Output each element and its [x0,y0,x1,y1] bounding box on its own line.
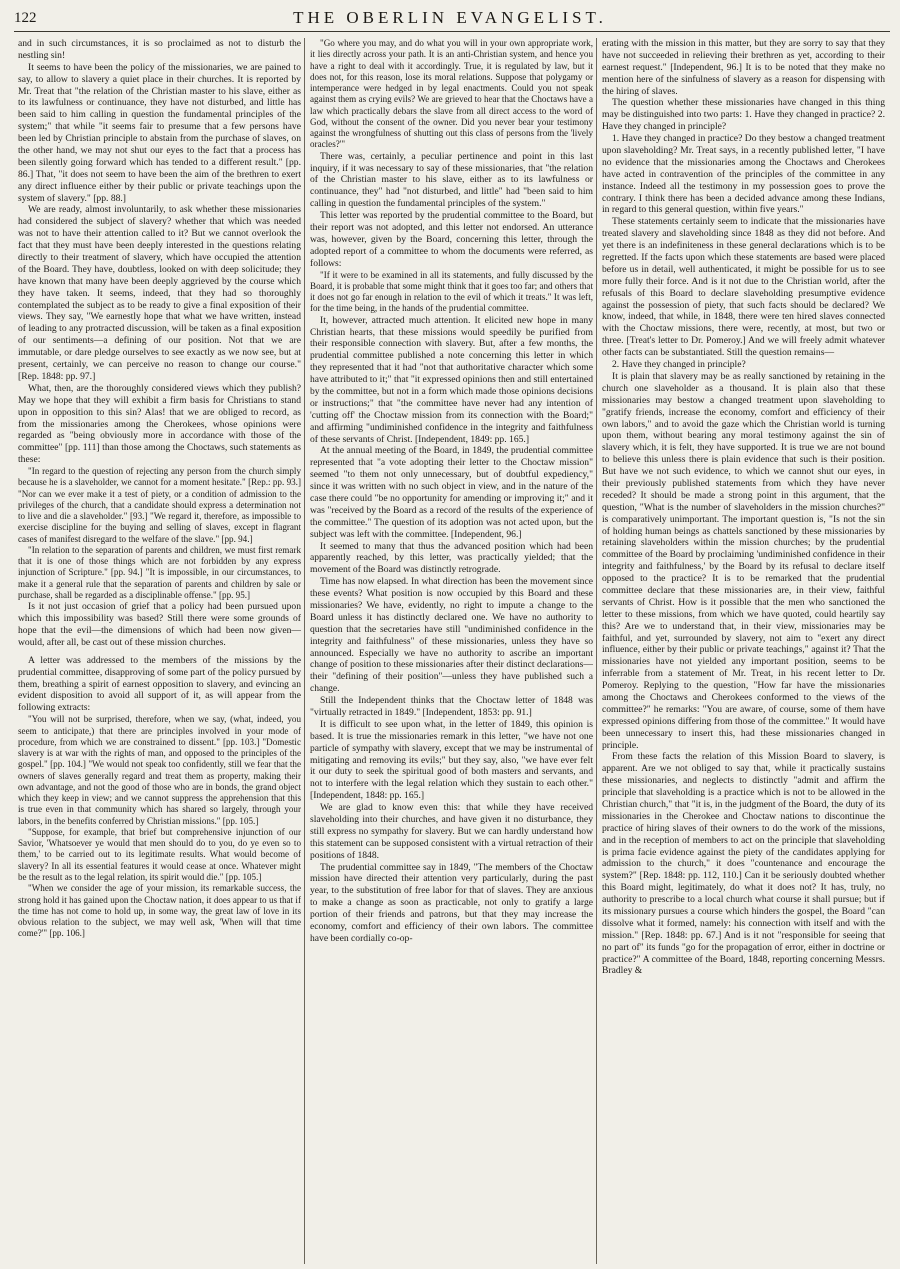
paragraph: We are glad to know even this: that while they have received slaveholding into their churches, and have given it no disturbance, they still express no sympathy for slavery. But we can hardly understand how this statement can be supposed consistent with a virtual retraction of their positions of 1848. [310,802,593,861]
paragraph: From these facts the relation of this Mission Board to slavery, is apparent. Are we not obliged to say that, while it practically sustains these missionaries, and neglects to distinctly "admit and affirm the principle that slaveholding is a practice which is not to be allowed in the Christian church," that "it is, in the judgment of the Board, the duty of its missionaries in the Cherokee and Choctaw nations to discontinue the practice of hiring slaves of their owners to do the work of the missions, and in the reception of members to act on the principle that slaveholding is prima facie evidence against the piety of the candidates applying for admission to the church," it does "countenance and encourage the system?" [Rep. 1848: pp. 112, 110.] Can it be seriously doubted whether this Board might, legitimately, do what it does not? It has, truly, no authority to prescribe to a local church what course it shall pursue; but if its missionary pursues a course which hinders the gospel, the Board "can dissolve what it formed, namely: his connection with itself and with the mission." [Rep. 1848: pp. 67.] And is it not "responsible for seeing that no part of" its funds "go for the propagation of error, either in doctrine or practice?" A committee of the Board, 1848, reporting concerning Messrs. Bradley & [602,751,885,977]
paragraph: We are ready, almost involuntarily, to ask whether these missionaries had considered the subject of slavery? whether that which was needed was not to have their attention called to it? But we cannot overlook the fact that they must have been deeply interested in the questions relating directly to their treatment of slavery, which have occupied the attention of the Board. They have, doubtless, looked on with deep solicitude; they have known that many have been deeply aggrieved by the course which they have taken. It seems, indeed, that they had so thoroughly contemplated the subject as to be ready to give a final exposition of their views. They say, "We earnestly hope that what we have written, instead of leading to any protracted discussion, will be taken as a final exposition of our sentiments—a defining of our position. Not that we are immutable, or dare pledge ourselves to see exactly as we now see, but at present, certainly, we can perceive no reason to change our course." [Rep. 1848: pp. 97.] [18,204,301,382]
paragraph: The question whether these missionaries have changed in this thing may be distinguished into two parts: 1. Have they changed in practice? 2. Have they changed in principle? [602,97,885,133]
paragraph: These statements certainly seem to indicate that the missionaries have treated slavery and slaveholding since 1848 as they did not before. And yet there is an indefiniteness in these general declarations which is to be regretted. If the facts upon which these statements are based were placed before us in detail, well authenticated, it might be possible for us to see more fully their force. And is it not due to the Christian world, after the refusals of this Board to declare slaveholding presumptive evidence against the possession of piety, that such facts should be declared? We know, indeed, that while, in 1848, there were ten hired slaves connected with the Choctaw missions, there were, recently, at most, but two or three. [Treat's letter to Dr. Pomeroy.] And we will freely admit whatever other facts can be substantiated. Still the question remains— [602,216,885,359]
paragraph: It seems to have been the policy of the missionaries, we are pained to say, to allow to slavery a quiet place in their churches. It is reported by Mr. Treat that "the relation of the Christian master to his slave, either as to its lawfulness or continuance, they have not disturbed, and little has been said to him calling in question the fundamental principles of the system;" that while "it seems fair to presume that a few persons have been led by Christian principle to abstain from the purchase of slaves, on the other hand, we may not shut our eyes to the fact that a process has been silently going forward which has tended to a different result." [pp. 86.] That, "it does not seem to have been the aim of the brethren to exert any direct influence either by their public or private teachings upon the system of slavery." [pp. 88.] [18,61,301,204]
page-number: 122 [14,10,37,26]
quote-paragraph: "Suppose, for example, that brief but comprehensive injunction of our Savior, 'Whatsoever ye would that men should do to you, do ye even so to them,' to be carried out to its legitimate results. What would become of slavery? In all its essential features it would cease at once. Whatever might be the result as to the legal relation, its spirit would die." [pp. 105.] [18,826,301,882]
column-divider [304,38,305,1264]
paragraph: It seemed to many that thus the advanced position which had been apparently reached, by this letter, was practically yielded; that the movement of the Board was distinctly retrograde. [310,540,593,576]
quote-paragraph: "Go where you may, and do what you will in your own appropriate work, it lies directly across your path. It is an anti-Christian system, and hence you have a right to deal with it accordingly. True, it is regulated by law, but it does not, for this reason, lose its moral relations. Suppose that polygamy or intemperance were hedged in by legal enactments. Could you not speak against them as crying evils? We are grieved to hear that the Choctaws have a law which practically debars the slave from all direct access to the word of God, without the consent of the owner. Did you never bear your testimony against the wrongfulness of shutting out this class of persons from the 'lively oracles?'" [310,38,593,150]
journal-title: THE OBERLIN EVANGELIST. [293,8,607,27]
header-rule [14,31,890,32]
paragraph: There was, certainly, a peculiar pertinence and point in this last inquiry, if it was necessary to say of these missionaries, that "the relation of the Christian master to his slave, either as to its lawfulness or continuance, they" had "not disturbed, and little" had "been said to him calling in question the fundamental principles of the system." [310,150,593,210]
paragraph: At the annual meeting of the Board, in 1849, the prudential committee represented that "a vote adopting their letter to the Choctaw mission" seemed "to them not only unnecessary, but of doubtful expediency," since it was written with no such object in view, and in the nature of the case there could "be no opportunity for amending or improving it;" and it was "received by the Board as a record of the results of the experience of the committee." The question of its adoption was not acted upon, but the subject was left with the committee. [Independent, 96.] [310,445,593,540]
paragraph: It, however, attracted much attention. It elicited new hope in many Christian hearts, that these missions would speedily be purified from their responsible connection with slavery. But, after a few months, the prudential committee published a note concerning this letter in which they represented that it had "not that authoritative character which some have attributed to it;" that "it expressed opinions then and still entertained by the committee, but not in a form which made those opinions decisions or instructions;" that "the committee have never had any intention of 'cutting off' the Choctaw mission from its connection with the Board;" and affirming "undiminished confidence in the integrity and faithfulness of these servants of Christ. [Independent, 1849: pp. 165.] [310,314,593,445]
paragraph: What, then, are the thoroughly considered views which they publish? May we hope that they will exhibit a firm basis for Christians to stand upon in opposition to this sin? Alas! that we are obliged to record, as from the missionaries among the Cherokees, whose opinions were regarded as "being obviously more in accordance with those of the committee" [pp. 111] than those among the Choctaws, such statements as these: [18,382,301,466]
paragraph: It is plain that slavery may be as really sanctioned by retaining in the church one slaveholder as a thousand. It is plain also that these missionaries may bestow a changed treatment upon slaveholding to "gratify friends, increase the economy, comfort and efficiency of their own labors," and to avoid the gaze which the Christian world is turning upon them, without bearing any moral testimony against the sin of slavery which, it is felt, they have supported. It is true we are not bound to believe this unless there is plain evidence that such is their position. But have we not such evidence, to which we cannot shut our eyes, in their previously published statements from which they have never receded? It should be made a strong point in this argument, that the question, "What is the number of slaveholders in the mission churches?" is comparatively unimportant. The important question is, "Is not the sin of holding human beings as chattels sanctioned by these missionaries by retaining slaveholders within the mission churches; by the prudential committee of the Board by proclaiming 'undiminished confidence in their integrity and faithfulness,' by the Board by its refusal to declare itself opposed to the practice? It is to be remarked that the prudential committee declare that these missionaries are, in their view, faithful servants of Christ. How is it possible that the men who sanctioned the letter to these missions, from which we have quoted, could heartily say this? Are we to understand that, in their view, missionaries may be faithful, and yet, surrounded by slavery, not aim to "exert any direct influence, either by their public or private teachings," against it? That the missionaries have not yielded any important position, seems to be inferrable from a statement of Mr. Treat, in his recent letter to Dr. Pomeroy. Replying to the question, "How far have the missionaries among the Choctaws and Cherokees conformed to the views of the committee?" he remarks: "You are aware, of course, some of them have expressed opinions differing from those of the committee." It would have been unnecessary to insert this, had these missionaries changed in principle. [602,370,885,751]
paragraph: 1. Have they changed in practice? Do they bestow a changed treatment upon slaveholding? Mr. Treat says, in a recently published letter, "I have no evidence that the missionaries among the Choctaws and Cherokees have acted in contravention of the principles of the committee in any instance. Indeed all the testimony in my possession goes to prove the contrary. I think there has been a decided advance among these Indians, in regard to this general question, within five years." [602,133,885,216]
paragraph: Time has now elapsed. In what direction has been the movement since these events? What position is now occupied by this Board and these missionaries? We have, evidently, no right to impute a change to the Board unless it has distinctly declared one. We have no authority to question that the secretaries have still "undiminished confidence in the integrity and faithfulness" of these missionaries, unless they have so announced. Especially we have no authority to ascribe an important change of position to these missionaries after their distinct declarations—their "defining of their position"—unless they have published such a change. [310,576,593,695]
quote-paragraph: "In relation to the separation of parents and children, we must first remark that it is one of those things which are not forbidden by any express injunction of Scripture." [pp. 94.] "It is impossible, in our circumstances, to make it a general rule that the separation of parents and children by sale or purchase, shall be regarded as a disciplinable offense." [pp. 95.] [18,544,301,600]
page-header [0,0,900,34]
column-divider [596,38,597,1264]
paragraph: It is difficult to see upon what, in the letter of 1849, this opinion is based. It is true the missionaries remark in this letter, "we have not one particle of sympathy with slavery, except that we may be instrumental of mitigating and removing its evils;" but they say, also, "we have ever felt it our duty to seek the spiritual good of both masters and servants, and not to interfere with the legal relation which they sustain to each other." [Independent, 1848: pp. 165.] [310,718,593,802]
paragraph: The prudential committee say in 1849, "The members of the Choctaw mission have directed their attention very particularly, during the past year, to the substitution of free labor for that of slaves. They are anxious to make a change as soon as practicable, not only to gratify a large portion of their friends and patrons, but that they may increase the economy, comfort and efficiency of their own labors. The committee have been cordially co-op- [310,861,593,944]
quote-paragraph: "When we consider the age of your mission, its remarkable success, the strong hold it has gained upon the Choctaw nation, it does appear to us that if the time has not come to hold up, in some way, the great law of love in its obvious relation to the subject, we may well ask, 'When will that time come?'" [pp. 106.] [18,883,301,939]
quote-paragraph: "If it were to be examined in all its statements, and fully discussed by the Board, it is probable that some might think that it goes too far; and others that it does not go far enough in relation to the evil of which it treats." It was left, for the time being, in the hands of the prudential committee. [310,269,593,314]
paragraph: 2. Have they changed in principle? [612,359,746,371]
paragraph: and in such circumstances, it is so proclaimed as not to disturb the nestling sin! [18,38,301,61]
column-1 [18,38,301,1264]
paragraph: erating with the mission in this matter, but they are sorry to say that they have not succeeded in relieving their brethren as yet, according to their earnest request." [Independent, 96.] It is to be noted that they make no mention here of the sinfulness of slavery as a reason for dispensing with the hiring of slaves. [602,38,885,97]
column-2 [310,38,593,1264]
quote-paragraph: "You will not be surprised, therefore, when we say, (what, indeed, you seem to anticipate,) that there are principles involved in your mode of procedure, from which we are constrained to dissent." [pp. 103.] "Domestic slavery is at war with the rights of man, and opposed to the principles of the gospel." [pp. 104.] "We would not speak too confidently, still we fear that the owners of slaves generally regard and treat them as property, making their own advantage, and not the good of those who are in bonds, the grand object which they keep in view; and we cannot suppress the apprehension that this is true even in that community which has shared so largely, through your labors, in the benefits conferred by Christian missions." [pp. 105.] [18,714,301,826]
paragraph: A letter was addressed to the members of the missions by the prudential committee, disapproving of some part of the policy pursued by them, breathing a spirit of earnest opposition to slavery, and evincing an evident disposition to avoid all support of it, as will appear from the following extracts: [18,654,301,714]
paragraph: This letter was reported by the prudential committee to the Board, but their report was not adopted, and this letter not endorsed. An utterance was, however, given by the Board, concerning this letter, through the adopted report of a committee to whom the documents were referred, as follows: [310,210,593,269]
column-3 [602,38,885,1264]
quote-paragraph: "In regard to the question of rejecting any person from the church simply because he is a slaveholder, we cannot for a moment hesitate." [Rep.: pp. 93.] "Nor can we ever make it a test of piety, or a condition of admission to the privileges of the church, that a candidate should express a determination not to live and die a slaveholder." [93.] "We regard it, therefore, as impossible to exercise discipline for the buying and selling of slaves, except in flagrant cases of manifest disregard to the welfare of the slave." [pp. 94.] [18,466,301,544]
paragraph: Still the Independent thinks that the Choctaw letter of 1848 was "virtually retracted in 1849." [Independent, 1853: pp. 91.] [310,695,593,719]
paragraph: Is it not just occasion of grief that a policy had been pursued upon which this impossibility was based? Still there were some grounds of hope that the evil—the dimensions of which had been now given—would, after all, be cast out of these mission churches. [18,601,301,648]
